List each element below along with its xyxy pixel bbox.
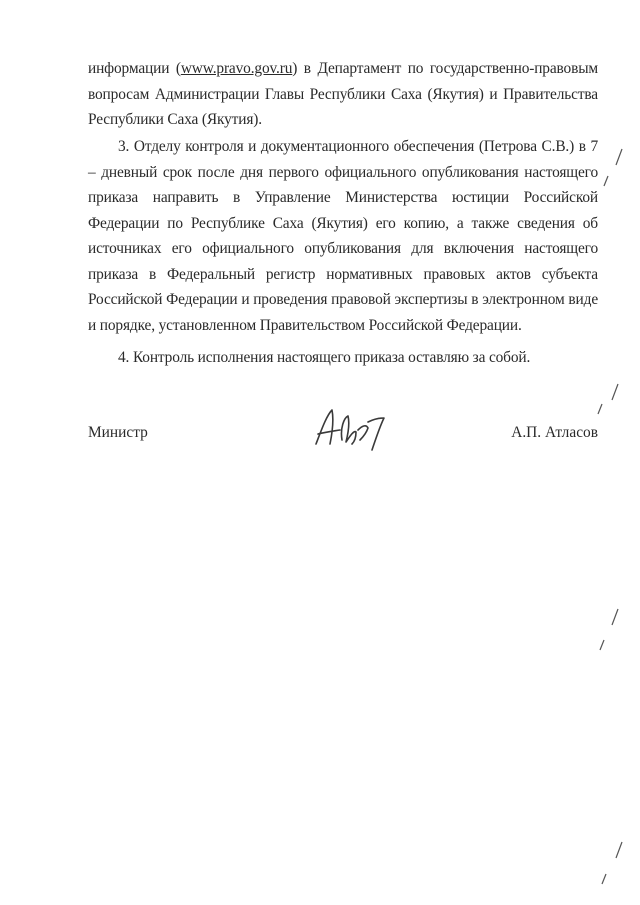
paragraph-3-text: 3. Отделу контроля и документационного обеспечения (Петрова С.В.) в 7 – дневный срок после дня первого официального опубликования настоящего приказа направить в Управление Министерства юстиции Российской Федерации по Республике Саха (Якутия) его копию, а также сведения об источниках его официального опубликования для включения настоящего приказа в Федеральный регистр нормативных правовых актов субъекта Российской Федерации и проведения правовой экспертизы в электронном виде и порядке, установленном Правительством Российской Федерации.: [88, 138, 598, 334]
scan-mark-icon: [612, 838, 626, 860]
signatory-title: Министр: [88, 424, 148, 441]
intro-text-start: информации (: [88, 60, 181, 77]
scan-mark-icon: [612, 145, 626, 167]
pravo-link[interactable]: www.pravo.gov.ru: [180, 60, 293, 77]
paragraph-3: [88, 134, 598, 338]
scan-mark-icon: [608, 380, 622, 402]
signature-block: [88, 418, 598, 466]
paragraph-4: [88, 345, 598, 371]
intro-text-end: ) в Департамент по государственно-правовым вопросам Администрации Главы Республики Саха (Якутия) и Правительства Республики Саха (Якутия).: [88, 60, 598, 128]
scan-mark-icon: [598, 866, 612, 888]
paragraph-intro: [88, 56, 598, 133]
handwritten-signature-icon: [310, 404, 390, 456]
paragraph-4-text: 4. Контроль исполнения настоящего приказа оставляю за собой.: [118, 349, 531, 366]
scan-mark-icon: [594, 396, 608, 418]
signatory-name: А.П. Атласов: [511, 424, 598, 441]
scan-mark-icon: [596, 632, 610, 654]
scan-mark-icon: [608, 605, 622, 627]
scan-mark-icon: [600, 168, 614, 190]
